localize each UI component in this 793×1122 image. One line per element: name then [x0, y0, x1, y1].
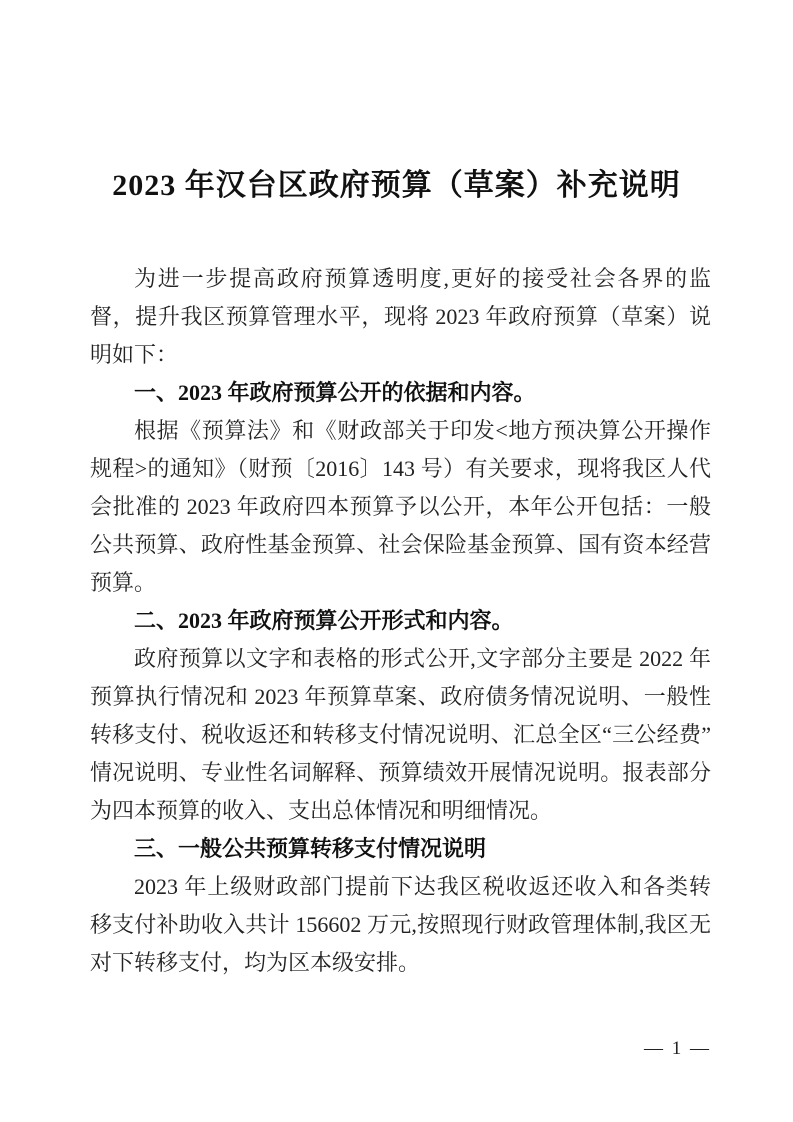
section-heading-2: 二、2023 年政府预算公开形式和内容。 [134, 608, 514, 633]
paragraph-section-3: 2023 年上级财政部门提前下达我区税收返还收入和各类转移支付补助收入共计 156602 万元,按照现行财政管理体制,我区无对下转移支付，均为区本级安排。 [90, 874, 711, 975]
section-heading-1: 一、2023 年政府预算公开的依据和内容。 [134, 380, 536, 405]
document-body [90, 260, 711, 982]
page-number: — 1 — [644, 1038, 711, 1059]
paragraph-intro: 为进一步提高政府预算透明度,更好的接受社会各界的监督，提升我区预算管理水平，现将 2023 年政府预算（草案）说明如下： [90, 266, 711, 367]
paragraph-section-1: 根据《预算法》和《财政部关于印发<地方预决算公开操作规程>的通知》（财预〔2016〕143 号）有关要求，现将我区人代会批准的 2023 年政府四本预算予以公开，本年公开包括：一般公共预算、政府性基金预算、社会保险基金预算、国有资本经营预算。 [90, 418, 711, 595]
section-heading-3: 三、一般公共预算转移支付情况说明 [134, 836, 487, 861]
document-title: 2023 年汉台区政府预算（草案）补充说明 [112, 169, 681, 203]
paragraph-section-2: 政府预算以文字和表格的形式公开,文字部分主要是 2022 年预算执行情况和 2023 年预算草案、政府债务情况说明、一般性转移支付、税收返还和转移支付情况说明、汇总全区“三公经费”情况说明、专业性名词解释、预算绩效开展情况说明。报表部分为四本预算的收入、支出总体情况和明细情况。 [90, 646, 711, 823]
